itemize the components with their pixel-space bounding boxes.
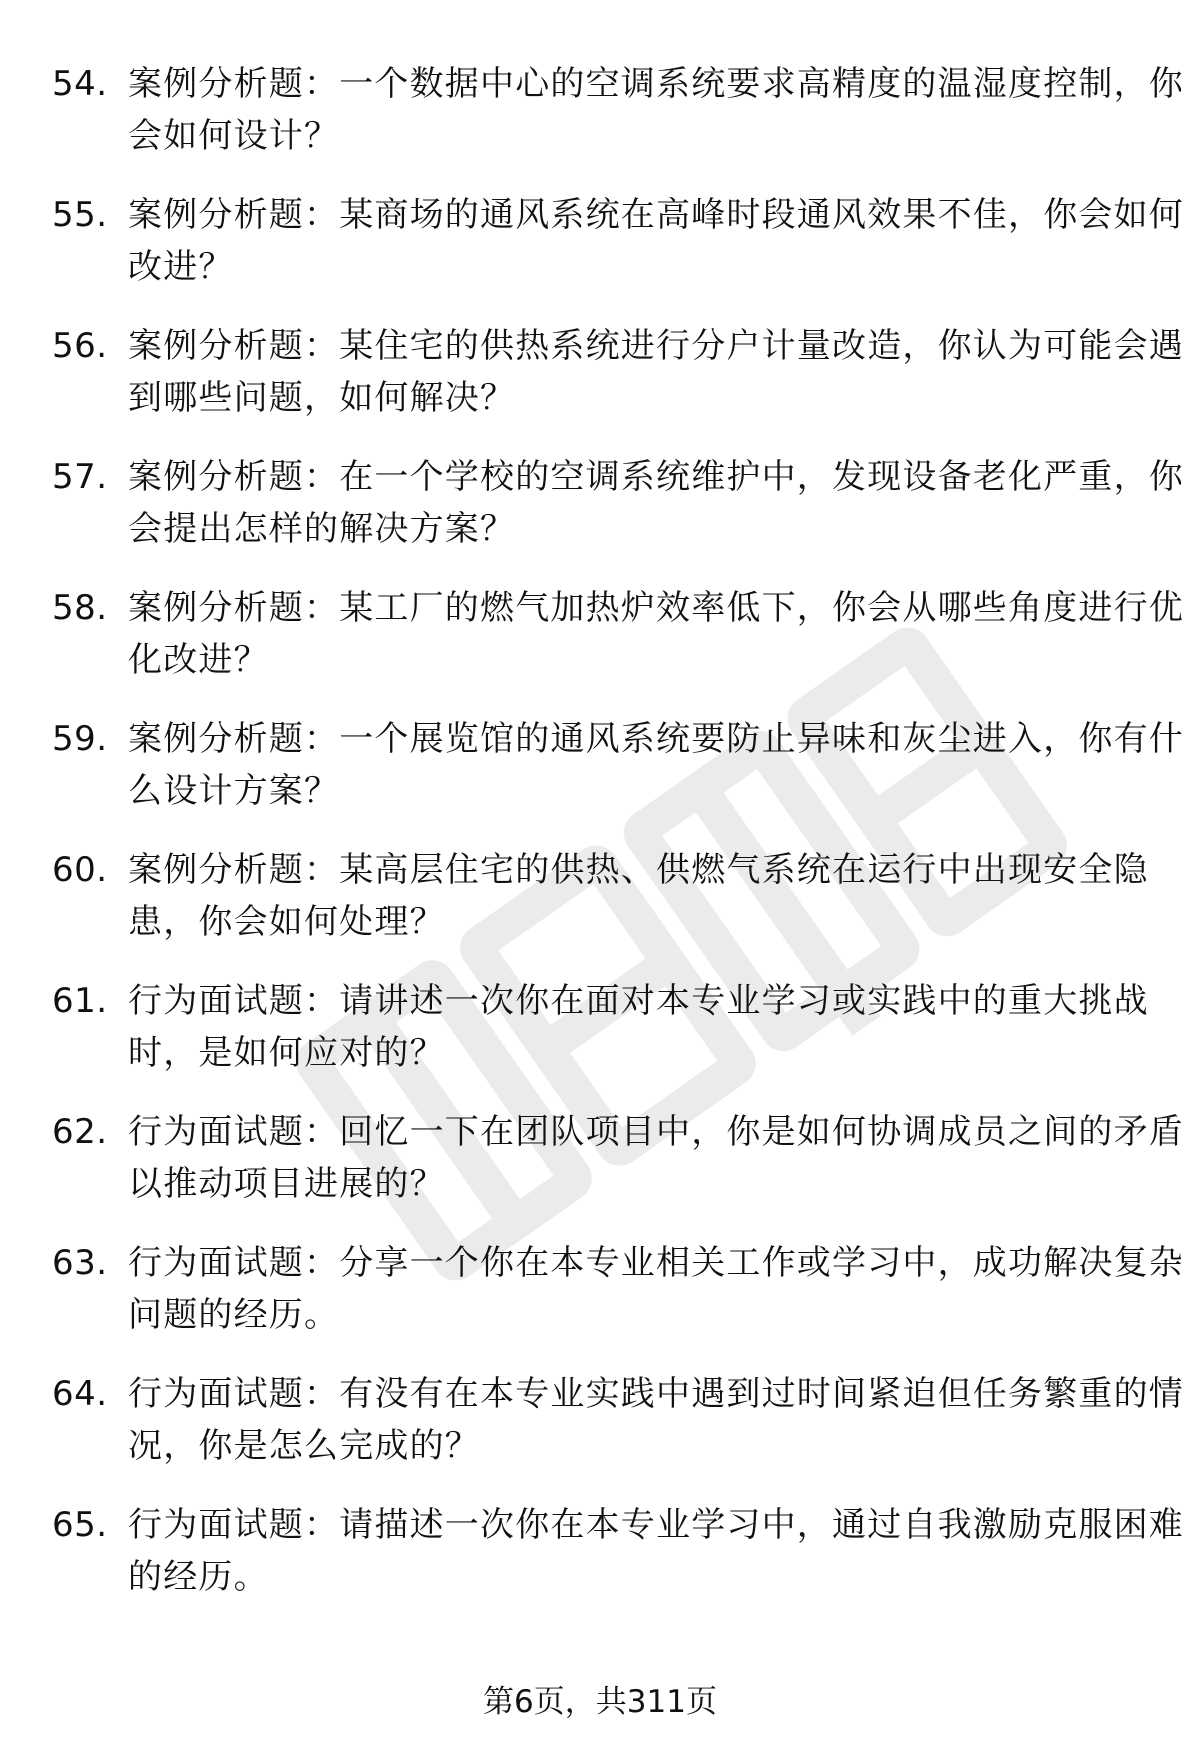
question-number: 57. [52,457,108,497]
question-text: 案例分析题：某商场的通风系统在高峰时段通风效果不佳，你会如何改进？ [128,195,1184,287]
question-list [52,58,1184,1630]
question-text: 行为面试题：有没有在本专业实践中遇到过时间紧迫但任务繁重的情况，你是怎么完成的？ [128,1374,1184,1466]
question-item [52,975,1152,1091]
question-text: 行为面试题：请讲述一次你在面对本专业学习或实践中的重大挑战时，是如何应对的？ [128,981,1149,1073]
question-number: 60. [52,850,108,890]
page-footer: 第6页，共311页 [483,1684,717,1720]
question-item [52,1499,1184,1615]
question-number: 56. [52,326,108,366]
question-text: 案例分析题：一个数据中心的空调系统要求高精度的温湿度控制，你会如何设计？ [128,64,1184,156]
question-text: 行为面试题：请描述一次你在本专业学习中，通过自我激励克服困难的经历。 [128,1505,1184,1597]
question-text: 案例分析题：一个展览馆的通风系统要防止异味和灰尘进入，你有什么设计方案？ [128,719,1184,811]
question-item [52,1237,1184,1353]
question-number: 62. [52,1112,108,1152]
question-text: 案例分析题：在一个学校的空调系统维护中，发现设备老化严重，你会提出怎样的解决方案？ [128,457,1184,549]
question-number: 63. [52,1243,108,1283]
question-item [52,189,1184,305]
question-text: 行为面试题：分享一个你在本专业相关工作或学习中，成功解决复杂问题的经历。 [128,1243,1184,1335]
question-item [52,582,1184,698]
question-item [52,1368,1184,1484]
question-text: 案例分析题：某工厂的燃气加热炉效率低下，你会从哪些角度进行优化改进？ [128,588,1184,680]
question-number: 61. [52,981,108,1021]
question-number: 64. [52,1374,108,1414]
question-item [52,1106,1184,1222]
question-number: 54. [52,64,108,104]
question-number: 59. [52,719,108,759]
question-number: 58. [52,588,108,628]
question-item [52,844,1152,960]
question-number: 65. [52,1505,108,1545]
question-text: 案例分析题：某高层住宅的供热、供燃气系统在运行中出现安全隐患，你会如何处理？ [128,850,1149,942]
question-item [52,58,1184,174]
question-item [52,320,1184,436]
question-text: 案例分析题：某住宅的供热系统进行分户计量改造，你认为可能会遇到哪些问题，如何解决？ [128,326,1184,418]
question-number: 55. [52,195,108,235]
question-item [52,451,1184,567]
question-item [52,713,1184,829]
question-text: 行为面试题：回忆一下在团队项目中，你是如何协调成员之间的矛盾以推动项目进展的？ [128,1112,1184,1204]
